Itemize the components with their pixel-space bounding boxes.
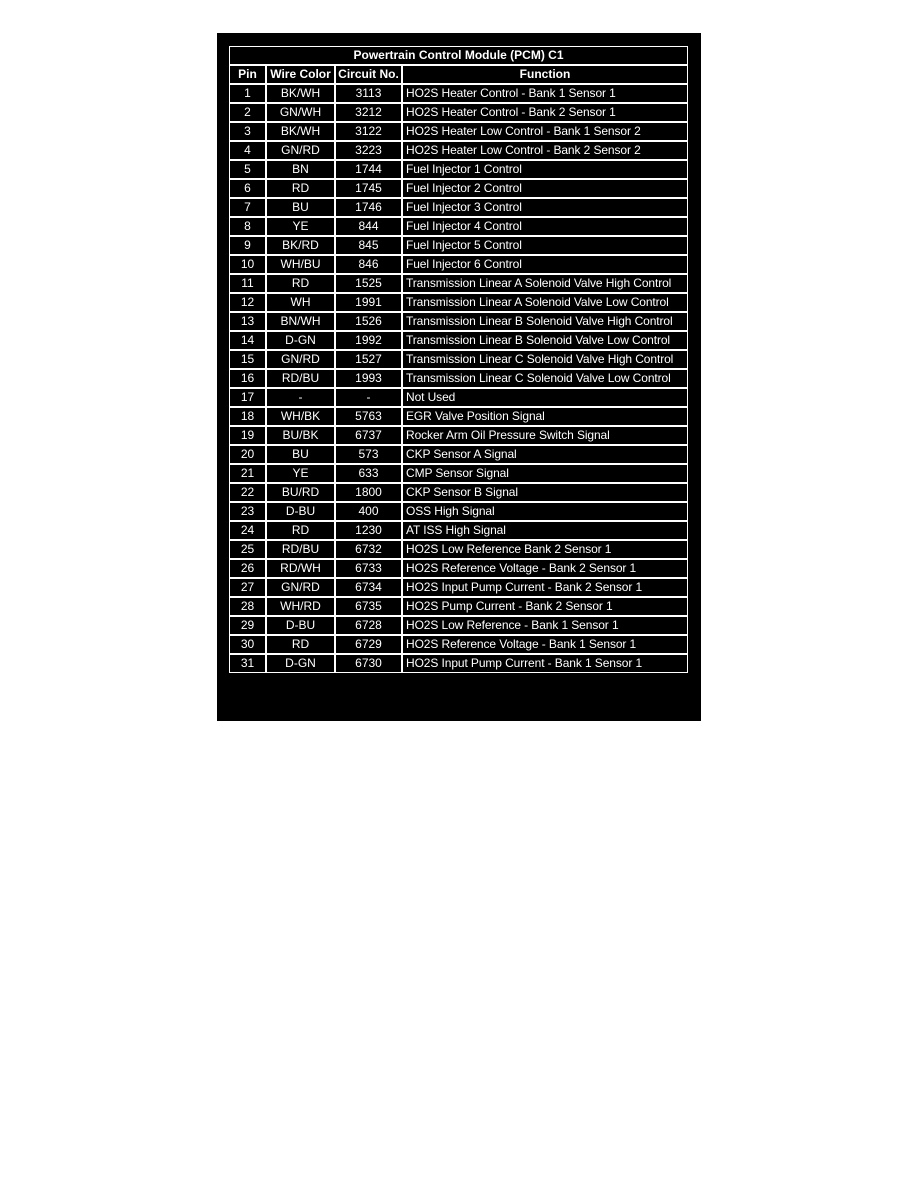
circuit-no-cell: 1744 — [335, 160, 402, 179]
wire-color-cell: BU — [266, 198, 335, 217]
table-row — [229, 84, 688, 103]
header-circuit-no: Circuit No. — [335, 65, 402, 84]
circuit-no-cell: 6737 — [335, 426, 402, 445]
circuit-no-cell: 6734 — [335, 578, 402, 597]
circuit-no-cell: 6729 — [335, 635, 402, 654]
function-cell: EGR Valve Position Signal — [402, 407, 688, 426]
wire-color-cell: WH/BK — [266, 407, 335, 426]
function-cell: CKP Sensor A Signal — [402, 445, 688, 464]
table-row — [229, 445, 688, 464]
circuit-no-cell: 6735 — [335, 597, 402, 616]
function-cell: HO2S Pump Current - Bank 2 Sensor 1 — [402, 597, 688, 616]
table-body — [229, 84, 688, 673]
wire-color-cell: BK/RD — [266, 236, 335, 255]
table-row — [229, 616, 688, 635]
wire-color-cell: GN/RD — [266, 578, 335, 597]
pin-cell: 4 — [229, 141, 266, 160]
function-cell: Transmission Linear C Solenoid Valve High Control — [402, 350, 688, 369]
circuit-no-cell: 3212 — [335, 103, 402, 122]
pin-cell: 6 — [229, 179, 266, 198]
function-cell: Fuel Injector 6 Control — [402, 255, 688, 274]
circuit-no-cell: 1800 — [335, 483, 402, 502]
pin-cell: 31 — [229, 654, 266, 673]
pin-cell: 23 — [229, 502, 266, 521]
wire-color-cell: BN — [266, 160, 335, 179]
wire-color-cell: BU — [266, 445, 335, 464]
circuit-no-cell: 1527 — [335, 350, 402, 369]
pin-cell: 25 — [229, 540, 266, 559]
circuit-no-cell: 1991 — [335, 293, 402, 312]
wire-color-cell: D-BU — [266, 502, 335, 521]
circuit-no-cell: 6732 — [335, 540, 402, 559]
table-row — [229, 388, 688, 407]
table-row — [229, 350, 688, 369]
wire-color-cell: BU/RD — [266, 483, 335, 502]
circuit-no-cell: 1992 — [335, 331, 402, 350]
circuit-no-cell: 1745 — [335, 179, 402, 198]
wire-color-cell: YE — [266, 217, 335, 236]
function-cell: HO2S Low Reference Bank 2 Sensor 1 — [402, 540, 688, 559]
wire-color-cell: D-BU — [266, 616, 335, 635]
pin-cell: 24 — [229, 521, 266, 540]
table-row — [229, 103, 688, 122]
table-row — [229, 217, 688, 236]
table-row — [229, 521, 688, 540]
pin-cell: 21 — [229, 464, 266, 483]
pin-cell: 2 — [229, 103, 266, 122]
function-cell: HO2S Heater Control - Bank 1 Sensor 1 — [402, 84, 688, 103]
pin-cell: 19 — [229, 426, 266, 445]
circuit-no-cell: 846 — [335, 255, 402, 274]
circuit-no-cell: 400 — [335, 502, 402, 521]
wire-color-cell: BK/WH — [266, 84, 335, 103]
table-header-row — [229, 65, 688, 84]
wire-color-cell: RD — [266, 635, 335, 654]
circuit-no-cell: 1525 — [335, 274, 402, 293]
wire-color-cell: BK/WH — [266, 122, 335, 141]
table-row — [229, 369, 688, 388]
function-cell: HO2S Heater Low Control - Bank 2 Sensor 2 — [402, 141, 688, 160]
circuit-no-cell: 1526 — [335, 312, 402, 331]
function-cell: Fuel Injector 3 Control — [402, 198, 688, 217]
circuit-no-cell: 1993 — [335, 369, 402, 388]
wire-color-cell: RD — [266, 274, 335, 293]
wire-color-cell: RD — [266, 521, 335, 540]
pin-cell: 29 — [229, 616, 266, 635]
pin-cell: 8 — [229, 217, 266, 236]
circuit-no-cell: 6730 — [335, 654, 402, 673]
wire-color-cell: GN/WH — [266, 103, 335, 122]
pin-cell: 17 — [229, 388, 266, 407]
table-row — [229, 559, 688, 578]
table-row — [229, 255, 688, 274]
table-row — [229, 179, 688, 198]
function-cell: Fuel Injector 4 Control — [402, 217, 688, 236]
table-row — [229, 407, 688, 426]
table-row — [229, 331, 688, 350]
wire-color-cell: GN/RD — [266, 350, 335, 369]
table-row — [229, 141, 688, 160]
table-row — [229, 122, 688, 141]
pin-cell: 3 — [229, 122, 266, 141]
pin-cell: 1 — [229, 84, 266, 103]
function-cell: CMP Sensor Signal — [402, 464, 688, 483]
function-cell: HO2S Input Pump Current - Bank 1 Sensor 1 — [402, 654, 688, 673]
function-cell: Transmission Linear B Solenoid Valve Low Control — [402, 331, 688, 350]
circuit-no-cell: - — [335, 388, 402, 407]
table-row — [229, 236, 688, 255]
table-title: Powertrain Control Module (PCM) C1 — [229, 46, 688, 65]
pin-cell: 16 — [229, 369, 266, 388]
table-row — [229, 654, 688, 673]
circuit-no-cell: 5763 — [335, 407, 402, 426]
pin-cell: 7 — [229, 198, 266, 217]
pin-cell: 15 — [229, 350, 266, 369]
function-cell: HO2S Input Pump Current - Bank 2 Sensor 1 — [402, 578, 688, 597]
table-row — [229, 540, 688, 559]
function-cell: Transmission Linear A Solenoid Valve High Control — [402, 274, 688, 293]
table-row — [229, 198, 688, 217]
circuit-no-cell: 3223 — [335, 141, 402, 160]
table-row — [229, 578, 688, 597]
table-row — [229, 274, 688, 293]
pin-cell: 27 — [229, 578, 266, 597]
function-cell: HO2S Low Reference - Bank 1 Sensor 1 — [402, 616, 688, 635]
function-cell: HO2S Heater Low Control - Bank 1 Sensor 2 — [402, 122, 688, 141]
circuit-no-cell: 573 — [335, 445, 402, 464]
pin-cell: 28 — [229, 597, 266, 616]
header-pin: Pin — [229, 65, 266, 84]
pin-cell: 9 — [229, 236, 266, 255]
pin-cell: 20 — [229, 445, 266, 464]
function-cell: Transmission Linear B Solenoid Valve High Control — [402, 312, 688, 331]
wire-color-cell: WH — [266, 293, 335, 312]
wire-color-cell: - — [266, 388, 335, 407]
table-row — [229, 635, 688, 654]
wire-color-cell: BU/BK — [266, 426, 335, 445]
wire-color-cell: YE — [266, 464, 335, 483]
table-row — [229, 426, 688, 445]
wire-color-cell: GN/RD — [266, 141, 335, 160]
pin-cell: 10 — [229, 255, 266, 274]
pin-cell: 30 — [229, 635, 266, 654]
pin-cell: 14 — [229, 331, 266, 350]
wire-color-cell: BN/WH — [266, 312, 335, 331]
function-cell: Fuel Injector 2 Control — [402, 179, 688, 198]
header-function: Function — [402, 65, 688, 84]
function-cell: AT ISS High Signal — [402, 521, 688, 540]
pin-cell: 12 — [229, 293, 266, 312]
wire-color-cell: RD/WH — [266, 559, 335, 578]
pin-cell: 11 — [229, 274, 266, 293]
function-cell: OSS High Signal — [402, 502, 688, 521]
table-row — [229, 293, 688, 312]
circuit-no-cell: 3113 — [335, 84, 402, 103]
function-cell: Transmission Linear C Solenoid Valve Low Control — [402, 369, 688, 388]
pin-cell: 26 — [229, 559, 266, 578]
circuit-no-cell: 633 — [335, 464, 402, 483]
wire-color-cell: D-GN — [266, 331, 335, 350]
table-row — [229, 160, 688, 179]
header-wire-color: Wire Color — [266, 65, 335, 84]
wire-color-cell: RD — [266, 179, 335, 198]
function-cell: CKP Sensor B Signal — [402, 483, 688, 502]
circuit-no-cell: 1230 — [335, 521, 402, 540]
function-cell: Rocker Arm Oil Pressure Switch Signal — [402, 426, 688, 445]
circuit-no-cell: 845 — [335, 236, 402, 255]
table-row — [229, 597, 688, 616]
pinout-table — [229, 46, 688, 673]
function-cell: Fuel Injector 1 Control — [402, 160, 688, 179]
pin-cell: 18 — [229, 407, 266, 426]
wire-color-cell: WH/BU — [266, 255, 335, 274]
circuit-no-cell: 6728 — [335, 616, 402, 635]
function-cell: Not Used — [402, 388, 688, 407]
table-row — [229, 464, 688, 483]
function-cell: Fuel Injector 5 Control — [402, 236, 688, 255]
pin-cell: 5 — [229, 160, 266, 179]
function-cell: HO2S Heater Control - Bank 2 Sensor 1 — [402, 103, 688, 122]
circuit-no-cell: 844 — [335, 217, 402, 236]
function-cell: HO2S Reference Voltage - Bank 1 Sensor 1 — [402, 635, 688, 654]
wire-color-cell: RD/BU — [266, 540, 335, 559]
pinout-table-panel — [217, 33, 701, 721]
circuit-no-cell: 3122 — [335, 122, 402, 141]
circuit-no-cell: 1746 — [335, 198, 402, 217]
wire-color-cell: RD/BU — [266, 369, 335, 388]
function-cell: Transmission Linear A Solenoid Valve Low Control — [402, 293, 688, 312]
wire-color-cell: WH/RD — [266, 597, 335, 616]
function-cell: HO2S Reference Voltage - Bank 2 Sensor 1 — [402, 559, 688, 578]
wire-color-cell: D-GN — [266, 654, 335, 673]
table-row — [229, 502, 688, 521]
table-title-row — [229, 46, 688, 65]
table-row — [229, 483, 688, 502]
circuit-no-cell: 6733 — [335, 559, 402, 578]
pin-cell: 22 — [229, 483, 266, 502]
table-row — [229, 312, 688, 331]
pin-cell: 13 — [229, 312, 266, 331]
